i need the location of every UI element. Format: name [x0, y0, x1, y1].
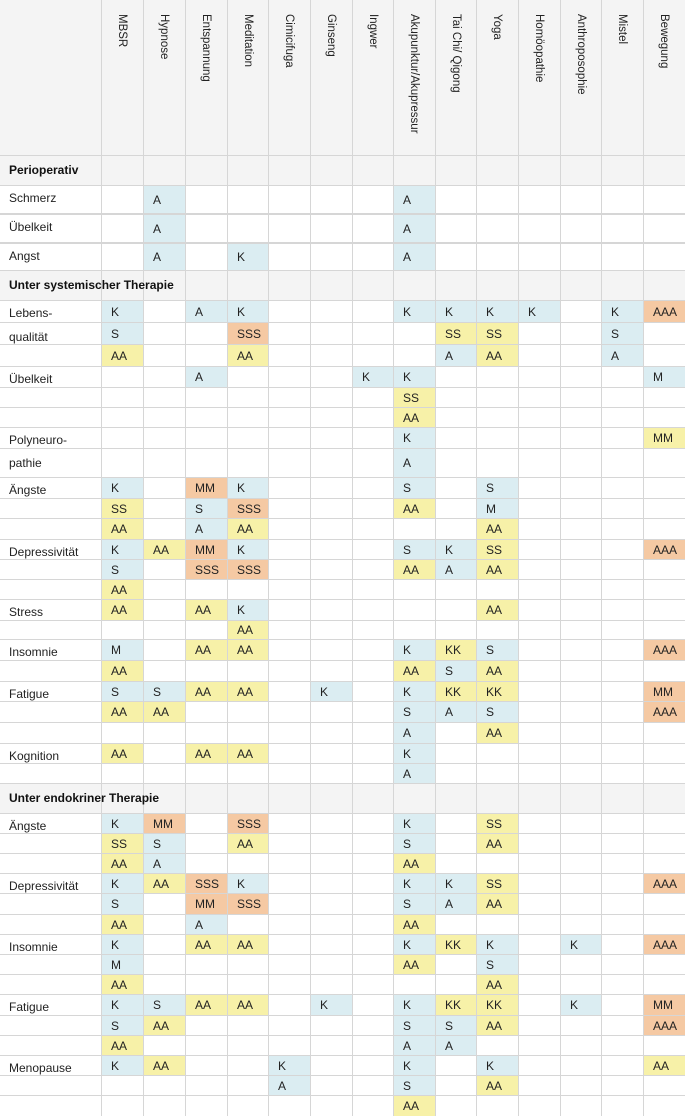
grid-line: [435, 0, 436, 1116]
table-cell: M: [102, 640, 143, 660]
table-cell: AA: [477, 1076, 518, 1095]
table-cell: AA: [477, 519, 518, 539]
table-cell: A: [144, 215, 185, 242]
row-label: Fatigue: [9, 1000, 50, 1014]
table-cell: MM: [186, 478, 227, 498]
grid-line: [227, 0, 228, 1116]
table-cell: K: [436, 301, 476, 322]
column-header: Meditation: [242, 14, 254, 68]
grid-line: [0, 722, 685, 723]
column-header: Ginseng: [325, 14, 337, 57]
table-cell: AA: [102, 915, 143, 934]
table-cell: AAA: [644, 301, 685, 322]
grid-line: [0, 579, 685, 580]
table-cell: K: [561, 995, 601, 1015]
row-label: Übelkeit: [9, 220, 53, 234]
grid-line: [0, 639, 685, 640]
grid-line: [352, 0, 353, 1116]
table-cell: A: [269, 1076, 310, 1095]
section-title: Perioperativ: [9, 163, 79, 177]
table-cell: SSS: [228, 499, 268, 518]
table-cell: A: [186, 519, 227, 539]
grid-line: [0, 214, 685, 215]
column-header: Ingwer: [367, 14, 379, 49]
table-cell: AA: [394, 1096, 435, 1116]
table-cell: A: [144, 854, 185, 873]
table-cell: A: [186, 301, 227, 322]
grid-line: [0, 783, 685, 784]
row-label: qualität: [9, 330, 48, 344]
grid-line: [0, 974, 685, 975]
table-cell: AA: [228, 995, 268, 1015]
table-cell: SSS: [228, 323, 268, 344]
column-header: Homöopathie: [533, 14, 545, 83]
table-cell: AA: [144, 874, 185, 893]
column-header: Anthroposophie: [575, 14, 587, 95]
table-cell: A: [394, 186, 435, 213]
table-cell: K: [394, 1056, 435, 1075]
grid-line: [0, 954, 685, 955]
table-cell: AA: [102, 519, 143, 539]
table-cell: AA: [144, 702, 185, 722]
table-cell: SSS: [228, 814, 268, 833]
table-cell: KK: [436, 935, 476, 954]
table-cell: AA: [477, 661, 518, 681]
table-cell: S: [477, 478, 518, 498]
grid-line: [310, 0, 311, 1116]
table-cell: AA: [186, 744, 227, 763]
table-cell: K: [394, 874, 435, 893]
grid-line: [0, 559, 685, 560]
table-cell: AA: [394, 915, 435, 934]
grid-line: [0, 344, 685, 345]
table-cell: S: [602, 323, 643, 344]
table-cell: S: [394, 1016, 435, 1035]
table-cell: A: [144, 244, 185, 270]
table-cell: K: [102, 540, 143, 559]
table-cell: AA: [394, 955, 435, 974]
table-cell: K: [311, 682, 352, 701]
row-label: Ängste: [9, 483, 47, 497]
table-cell: AA: [228, 640, 268, 660]
grid-line: [476, 0, 477, 1116]
section-background: [0, 155, 685, 185]
grid-line: [0, 539, 685, 540]
table-cell: SS: [477, 874, 518, 893]
table-cell: SSS: [186, 874, 227, 893]
table-cell: MM: [644, 428, 685, 448]
table-cell: K: [394, 935, 435, 954]
table-cell: A: [436, 560, 476, 579]
grid-line: [0, 853, 685, 854]
table-cell: K: [394, 682, 435, 701]
table-cell: SSS: [186, 560, 227, 579]
table-cell: K: [394, 367, 435, 387]
table-cell: AA: [477, 1016, 518, 1035]
table-cell: AA: [477, 560, 518, 579]
column-header: Hypnose: [158, 14, 170, 60]
table-cell: AA: [144, 1056, 185, 1075]
grid-line: [143, 0, 144, 1116]
table-cell: SS: [102, 499, 143, 518]
grid-line: [0, 1095, 685, 1096]
table-cell: S: [102, 323, 143, 344]
table-cell: K: [436, 540, 476, 559]
grid-line: [0, 1055, 685, 1056]
table-cell: AA: [102, 744, 143, 763]
row-label: Kognition: [9, 749, 60, 763]
table-cell: AA: [228, 744, 268, 763]
table-cell: AA: [102, 661, 143, 681]
column-header: MBSR: [116, 14, 128, 48]
table-cell: A: [144, 186, 185, 213]
row-label: Schmerz: [9, 191, 57, 205]
table-cell: AA: [228, 519, 268, 539]
grid-line: [560, 0, 561, 1116]
table-cell: AA: [102, 345, 143, 366]
table-cell: AA: [186, 682, 227, 701]
table-cell: K: [394, 814, 435, 833]
column-header: Tai Chi/ Qigong: [450, 14, 462, 93]
table-cell: S: [394, 894, 435, 914]
table-cell: AAA: [644, 874, 685, 893]
table-cell: MM: [644, 995, 685, 1015]
grid-line: [0, 681, 685, 682]
table-cell: AA: [186, 995, 227, 1015]
table-cell: S: [394, 478, 435, 498]
table-cell: S: [436, 661, 476, 681]
table-cell: S: [144, 995, 185, 1015]
table-cell: A: [394, 244, 435, 270]
table-cell: AA: [394, 560, 435, 579]
column-header: Bewegung: [658, 14, 670, 69]
table-cell: A: [394, 215, 435, 242]
row-label: Menopause: [9, 1061, 72, 1075]
grid-line: [185, 0, 186, 1116]
row-label: Stress: [9, 605, 44, 619]
table-cell: AA: [186, 640, 227, 660]
table-cell: AAA: [644, 1016, 685, 1035]
row-label: Fatigue: [9, 687, 50, 701]
row-label: Übelkeit: [9, 372, 53, 386]
table-cell: AA: [477, 600, 518, 620]
table-cell: A: [436, 345, 476, 366]
table-cell: AA: [228, 621, 268, 639]
row-label: Angst: [9, 249, 40, 263]
grid-line: [0, 1035, 685, 1036]
table-cell: S: [102, 1016, 143, 1035]
table-cell: K: [394, 640, 435, 660]
table-cell: A: [186, 367, 227, 387]
table-cell: K: [228, 301, 268, 322]
grid-line: [0, 270, 685, 271]
grid-line: [393, 0, 394, 1116]
table-cell: K: [519, 301, 560, 322]
grid-line: [0, 994, 685, 995]
table-cell: A: [394, 1036, 435, 1055]
grid-line: [0, 833, 685, 834]
grid-line: [0, 893, 685, 894]
table-cell: AA: [228, 345, 268, 366]
grid-line: [518, 0, 519, 1116]
table-cell: AA: [477, 975, 518, 994]
table-cell: K: [394, 995, 435, 1015]
table-cell: AA: [102, 854, 143, 873]
grid-line: [0, 934, 685, 935]
column-header: Yoga: [491, 14, 503, 40]
table-cell: SSS: [228, 560, 268, 579]
table-cell: AA: [394, 661, 435, 681]
grid-line: [0, 322, 685, 323]
table-cell: MM: [186, 540, 227, 559]
table-cell: AA: [644, 1056, 685, 1075]
table-cell: AA: [228, 834, 268, 853]
table-cell: K: [561, 935, 601, 954]
column-header: Mistel: [616, 14, 628, 45]
table-cell: AA: [477, 894, 518, 914]
table-cell: S: [477, 702, 518, 722]
table-cell: K: [102, 995, 143, 1015]
table-cell: K: [102, 301, 143, 322]
grid-line: [0, 185, 685, 186]
table-cell: K: [269, 1056, 310, 1075]
grid-line: [0, 518, 685, 519]
table-cell: A: [394, 764, 435, 783]
table-cell: S: [394, 540, 435, 559]
column-header: Akupunktur/Akupressur: [408, 14, 420, 134]
row-label: Depressivität: [9, 545, 79, 559]
column-header: Entspannung: [200, 14, 212, 82]
table-cell: AAA: [644, 702, 685, 722]
table-cell: K: [353, 367, 393, 387]
table-cell: KK: [477, 995, 518, 1015]
table-cell: M: [102, 955, 143, 974]
table-cell: K: [228, 600, 268, 620]
table-cell: K: [394, 301, 435, 322]
grid-line: [0, 448, 685, 449]
table-cell: AA: [394, 408, 435, 427]
table-cell: AAA: [644, 640, 685, 660]
table-cell: AA: [144, 540, 185, 559]
grid-line: [101, 0, 102, 1116]
table-cell: S: [144, 682, 185, 701]
table-cell: SS: [477, 814, 518, 833]
grid-line: [0, 813, 685, 814]
table-cell: S: [102, 894, 143, 914]
table-cell: A: [186, 915, 227, 934]
row-label: Lebens-: [9, 306, 53, 320]
table-cell: MM: [186, 894, 227, 914]
table-cell: S: [144, 834, 185, 853]
table-cell: AA: [102, 975, 143, 994]
table-cell: S: [102, 682, 143, 701]
grid-line: [601, 0, 602, 1116]
table-cell: AA: [144, 1016, 185, 1035]
row-label: pathie: [9, 456, 42, 470]
table-cell: K: [102, 814, 143, 833]
table-cell: AA: [102, 580, 143, 599]
row-label: Insomnie: [9, 645, 58, 659]
row-label: Insomnie: [9, 940, 58, 954]
table-cell: K: [477, 935, 518, 954]
table-cell: K: [228, 540, 268, 559]
table-cell: AA: [228, 935, 268, 954]
table-cell: K: [102, 1056, 143, 1075]
table-cell: AA: [186, 935, 227, 954]
table-cell: K: [602, 301, 643, 322]
table-cell: AAA: [644, 540, 685, 559]
table-cell: SS: [477, 323, 518, 344]
grid-line: [643, 0, 644, 1116]
table-cell: A: [394, 449, 435, 477]
grid-line: [0, 599, 685, 600]
grid-line: [0, 914, 685, 915]
table-cell: K: [311, 995, 352, 1015]
table-cell: SS: [436, 323, 476, 344]
grid-line: [0, 243, 685, 244]
table-cell: A: [394, 723, 435, 743]
table-cell: S: [394, 1076, 435, 1095]
grid-line: [0, 498, 685, 499]
table-cell: K: [228, 478, 268, 498]
table-cell: KK: [436, 682, 476, 701]
grid-line: [0, 873, 685, 874]
grid-line: [268, 0, 269, 1116]
table-cell: K: [477, 1056, 518, 1075]
table-cell: AA: [102, 1036, 143, 1055]
table-cell: S: [186, 499, 227, 518]
table-cell: S: [477, 955, 518, 974]
table-cell: KK: [436, 995, 476, 1015]
table-cell: K: [228, 244, 268, 270]
table-cell: K: [102, 935, 143, 954]
column-header: Cimicifuga: [283, 14, 295, 68]
table-cell: AA: [477, 345, 518, 366]
table-cell: S: [394, 834, 435, 853]
table-cell: K: [102, 874, 143, 893]
section-title: Unter endokriner Therapie: [9, 791, 160, 805]
grid-line: [0, 701, 685, 702]
table-cell: AA: [102, 702, 143, 722]
table-cell: MM: [144, 814, 185, 833]
table-cell: AAA: [644, 935, 685, 954]
grid-line: [0, 366, 685, 367]
table-cell: SSS: [228, 894, 268, 914]
table-cell: AA: [228, 682, 268, 701]
table-cell: M: [644, 367, 685, 387]
table-cell: S: [394, 702, 435, 722]
grid-line: [0, 300, 685, 301]
table-cell: KK: [477, 682, 518, 701]
table-cell: K: [394, 428, 435, 448]
table-cell: S: [477, 640, 518, 660]
table-cell: S: [102, 560, 143, 579]
table-cell: SS: [477, 540, 518, 559]
table-cell: M: [477, 499, 518, 518]
table-cell: K: [477, 301, 518, 322]
table-cell: AA: [394, 854, 435, 873]
grid-line: [0, 477, 685, 478]
grid-line: [0, 763, 685, 764]
grid-line: [0, 155, 685, 156]
table-cell: S: [436, 1016, 476, 1035]
grid-line: [0, 1075, 685, 1076]
table-cell: AA: [186, 600, 227, 620]
table-cell: AA: [102, 600, 143, 620]
table-cell: A: [436, 1036, 476, 1055]
table-cell: A: [602, 345, 643, 366]
table-cell: K: [394, 744, 435, 763]
grid-line: [0, 1015, 685, 1016]
row-label: Polyneuro-: [9, 433, 68, 447]
grid-line: [0, 620, 685, 621]
grid-line: [0, 407, 685, 408]
table-cell: AA: [477, 723, 518, 743]
grid-line: [0, 743, 685, 744]
table-cell: AA: [477, 834, 518, 853]
table-cell: SS: [394, 388, 435, 407]
table-cell: K: [228, 874, 268, 893]
row-label: Ängste: [9, 819, 47, 833]
row-label: Depressivität: [9, 879, 79, 893]
table-cell: A: [436, 894, 476, 914]
grid-line: [0, 387, 685, 388]
table-cell: A: [436, 702, 476, 722]
table-cell: MM: [644, 682, 685, 701]
grid-line: [0, 427, 685, 428]
table-cell: K: [102, 478, 143, 498]
table-cell: K: [436, 874, 476, 893]
grid-line: [0, 660, 685, 661]
table-cell: AA: [394, 499, 435, 518]
table-cell: KK: [436, 640, 476, 660]
section-title: Unter systemischer Therapie: [9, 278, 174, 292]
table-cell: SS: [102, 834, 143, 853]
